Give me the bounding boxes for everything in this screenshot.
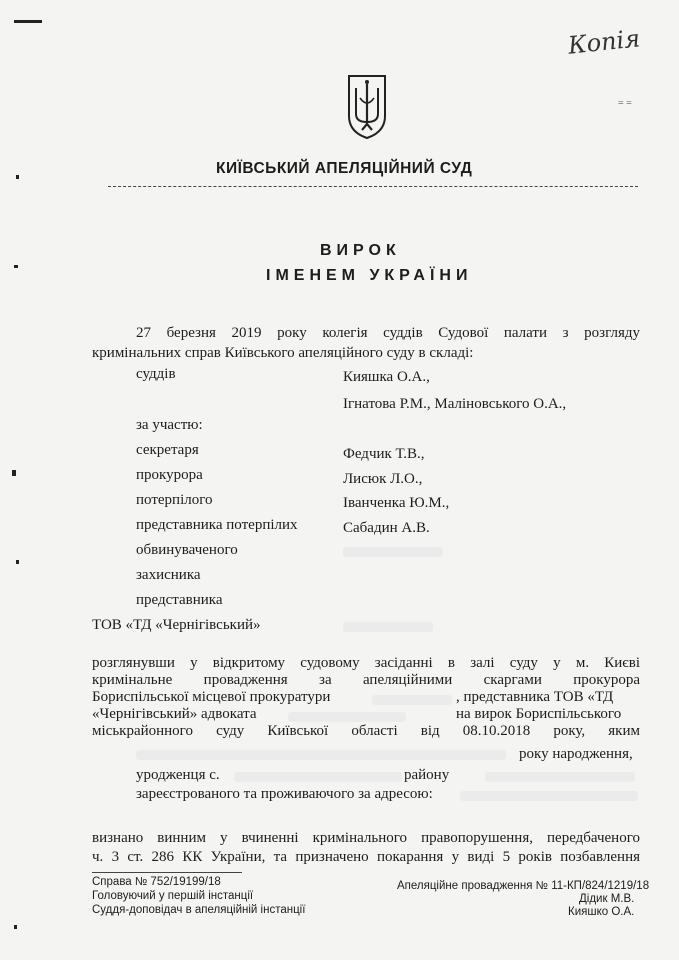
body-line: Бориспільської місцевої прокуратури [92, 689, 331, 705]
body-line: ч. 3 ст. 286 КК України, та призначено покарання у виді 5 років позбавлення [92, 849, 640, 865]
judges-names: Кияшка О.А., [343, 369, 430, 385]
body-line: , представника ТОВ «ТД [456, 689, 614, 705]
victim-label: потерпілого [136, 492, 213, 508]
case-number: Справа № 752/19199/18 [92, 876, 221, 888]
body-line: кримінальне провадження за апеляційними скаргами прокурора [92, 672, 640, 688]
accused-label: обвинуваченого [136, 542, 238, 558]
scan-edge-mark [12, 470, 16, 476]
redacted-name [343, 547, 443, 557]
scan-edge-mark [14, 20, 42, 23]
body-line: району [404, 767, 450, 783]
redacted-name [485, 772, 635, 782]
reporter-appeal-label: Суддя-доповідач в апеляційній інстанції [92, 904, 306, 916]
prosecutor-name: Лисюк Л.О., [343, 471, 423, 487]
defender-label: захисника [136, 567, 201, 583]
redacted-name [288, 712, 406, 722]
redacted-name [234, 772, 402, 782]
body-line: на вирок Бориспільського [456, 706, 622, 722]
redacted-name [343, 622, 433, 632]
scan-edge-mark [16, 175, 19, 179]
body-line: уродженця с. [136, 767, 220, 783]
body-line: визнано винним у вчиненні кримінального правопорушення, передбаченого [92, 830, 640, 846]
header-divider [108, 186, 638, 187]
company-label: ТОВ «ТД «Чернігівський» [92, 617, 261, 633]
presiding-first-instance-label: Головуючий у першій інстанції [92, 890, 254, 902]
intro-line: кримінальних справ Київського апеляційного суду в складі: [92, 345, 474, 361]
body-line: «Чернігівський» адвоката [92, 706, 257, 722]
intro-line: 27 березня 2019 року колегія суддів Судової палати з розгляду [136, 325, 640, 341]
footer-divider [92, 872, 242, 873]
scan-edge-mark [14, 265, 18, 268]
representative-label: представника [136, 592, 223, 608]
secretary-name: Федчик Т.В., [343, 446, 425, 462]
document-title: ВИРОК [320, 242, 401, 259]
scan-dash-mark: = = [618, 98, 632, 109]
secretary-label: секретаря [136, 442, 199, 458]
redacted-name [372, 695, 452, 705]
reporter-judge-name: Кияшко О.А. [568, 906, 635, 918]
appeal-proceeding-number: Апеляційне провадження № 11-КП/824/1219/18 [397, 880, 650, 892]
document-subtitle: ІМЕНЕМ УКРАЇНИ [266, 267, 473, 284]
copy-handwritten-mark: Копія [566, 24, 642, 60]
participation-label: за участю: [136, 417, 203, 433]
judges-label: суддів [136, 366, 176, 382]
victims-representative-name: Сабадин А.В. [343, 520, 430, 536]
redacted-name [136, 750, 506, 760]
redacted-name [460, 791, 638, 801]
body-line: року народження, [519, 746, 633, 762]
court-name: КИЇВСЬКИЙ АПЕЛЯЦІЙНИЙ СУД [216, 160, 473, 177]
victims-representative-label: представника потерпілих [136, 517, 298, 533]
body-line: зареєстрованого та проживаючого за адресою: [136, 786, 433, 802]
body-line: міськрайонного суду Київської області від 08.10.2018 року, яким [92, 723, 640, 739]
judges-names: Ігнатова Р.М., Маліновського О.А., [343, 396, 567, 412]
victim-name: Іванченка Ю.М., [343, 495, 450, 511]
prosecutor-label: прокурора [136, 467, 203, 483]
trident-emblem-icon [346, 74, 388, 140]
scan-edge-mark [14, 925, 17, 929]
body-line: розглянувши у відкритому судовому засіданні в залі суду у м. Києві [92, 655, 640, 671]
presiding-judge-name: Дідик М.В. [579, 893, 635, 905]
scan-edge-mark [16, 560, 19, 564]
